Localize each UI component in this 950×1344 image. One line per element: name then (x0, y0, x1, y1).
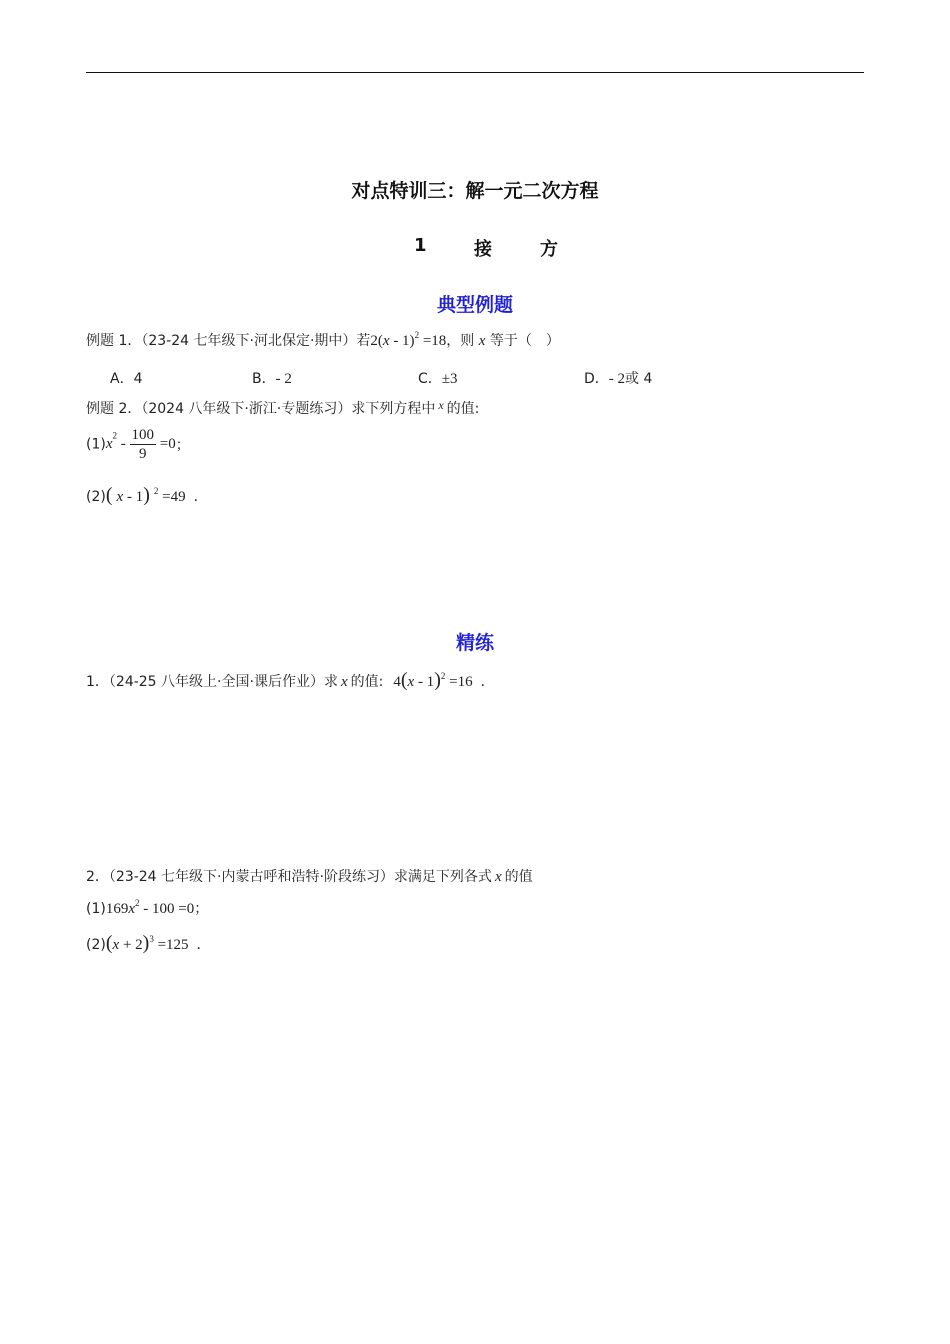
section-practice-heading: 精练 (455, 632, 494, 654)
practice-2-text: 2．（23-24 七年级下·内蒙古呼和浩特·阶段练习）求满足下列各式 (86, 869, 492, 885)
fraction-denominator: 9 (139, 446, 147, 462)
option-c-label: C． (418, 371, 442, 387)
practice-1-mid: 的值: (350, 674, 384, 690)
option-b-value: - 2 (275, 371, 292, 387)
practice-1-var-2: x (407, 674, 415, 690)
practice-2-part-1-exp: 2 (135, 898, 140, 908)
practice-1-var: x (340, 674, 348, 690)
practice-2-part-2-lp: ( (105, 932, 113, 954)
practice-1-end: ． (480, 674, 495, 690)
practice-1-question (86, 669, 495, 692)
practice-1-exp: 2 (440, 671, 446, 681)
option-a-value: 4 (133, 371, 143, 387)
option-d-or: 或 4 (625, 371, 653, 387)
example-2-part-2-end: ． (193, 489, 208, 505)
example-1-var-2: x (478, 333, 486, 349)
example-2-part-1-var: x (105, 436, 113, 452)
practice-2-part-2-eq: =125 (153, 937, 189, 953)
option-a (110, 368, 143, 388)
practice-2-part-1 (86, 898, 208, 918)
example-2-var: x (438, 398, 444, 412)
example-1-var: x (382, 333, 390, 349)
practice-1-rp: ) (434, 669, 441, 691)
example-2-part-2-exp: 2 (153, 486, 159, 496)
example-1-expr-a: 2( (370, 333, 383, 349)
subtitle-2: 接 (474, 239, 492, 260)
example-1-mid: ，则 (446, 333, 475, 349)
section-examples-heading: 典型例题 (436, 294, 513, 316)
practice-2-part-1-var: x (128, 901, 136, 917)
option-a-label: A． (110, 371, 134, 387)
example-1-suffix: 等于（ ） (489, 333, 560, 349)
example-2-part-1-minus: - (117, 436, 130, 452)
practice-2-part-2-exp: 3 (149, 934, 154, 944)
header-rule (86, 72, 864, 73)
example-2-part-1-eq: =0 (156, 436, 176, 452)
option-b (252, 368, 292, 388)
example-2-part-2-var: x (116, 489, 124, 505)
example-1-question (86, 330, 560, 350)
option-c (418, 368, 458, 388)
example-2-part-2-eq: =49 (158, 489, 186, 505)
option-d (584, 368, 652, 388)
practice-1-inner: - 1 (414, 674, 435, 690)
example-2-part-1-exp: 2 (112, 430, 118, 441)
option-c-value: ±3 (441, 371, 458, 387)
practice-2-part-1-label: (1) (86, 901, 106, 917)
option-d-label: D． (584, 371, 609, 387)
example-2-part-2-rp: ) (143, 484, 150, 506)
practice-2-part-2-inner: + 2 (119, 937, 143, 953)
example-2-part-1-end: ； (175, 437, 190, 454)
example-2-question (86, 398, 479, 418)
example-2-text: 例题 2．（2024 八年级下·浙江·专题练习）求下列方程中 (86, 401, 436, 417)
practice-1-lp: ( (400, 669, 408, 691)
practice-2-part-2 (86, 932, 211, 955)
option-d-value: - 2 (608, 371, 626, 387)
example-2-part-2 (86, 484, 208, 507)
practice-2-part-2-var: x (112, 937, 120, 953)
practice-2-suffix: 的值 (504, 869, 533, 885)
practice-1-text: 1．（24-25 八年级上·全国·课后作业）求 (86, 674, 338, 690)
page-title: 对点特训三：解一元二次方程 (351, 180, 599, 202)
example-2-part-1 (86, 426, 190, 463)
subtitle-3: 方 (540, 239, 558, 260)
example-2-part-1-label: (1) (86, 436, 106, 453)
practice-1-eq: =16 (445, 674, 473, 690)
practice-2-part-1-end: ； (194, 901, 209, 917)
subtitle-1: 1 (414, 235, 427, 256)
practice-2-part-1-coef: 169 (105, 901, 129, 917)
example-2-part-2-label: (2) (86, 489, 106, 505)
example-1-prefix: 例题 1．（23-24 七年级下·河北保定·期中）若 (86, 333, 371, 349)
example-1-expr-c: =18 (419, 333, 447, 349)
practice-2-part-2-rp: ) (142, 932, 150, 954)
fraction (130, 426, 157, 463)
practice-2-question (86, 866, 533, 886)
practice-2-var: x (494, 869, 502, 885)
practice-2-part-2-end: ． (196, 937, 211, 953)
practice-2-part-2-label: (2) (86, 937, 106, 953)
fraction-numerator: 100 (131, 427, 155, 443)
option-b-label: B． (252, 371, 276, 387)
example-2-suffix: 的值: (446, 401, 480, 417)
example-1-expr-b: - 1) (389, 333, 415, 349)
practice-2-part-1-rest: - 100 =0 (139, 901, 195, 917)
example-2-part-2-lp: ( (105, 484, 113, 506)
example-2-part-2-inner: - 1 (123, 489, 144, 505)
example-1-exp: 2 (414, 330, 420, 340)
practice-1-coef: 4 (393, 674, 401, 690)
